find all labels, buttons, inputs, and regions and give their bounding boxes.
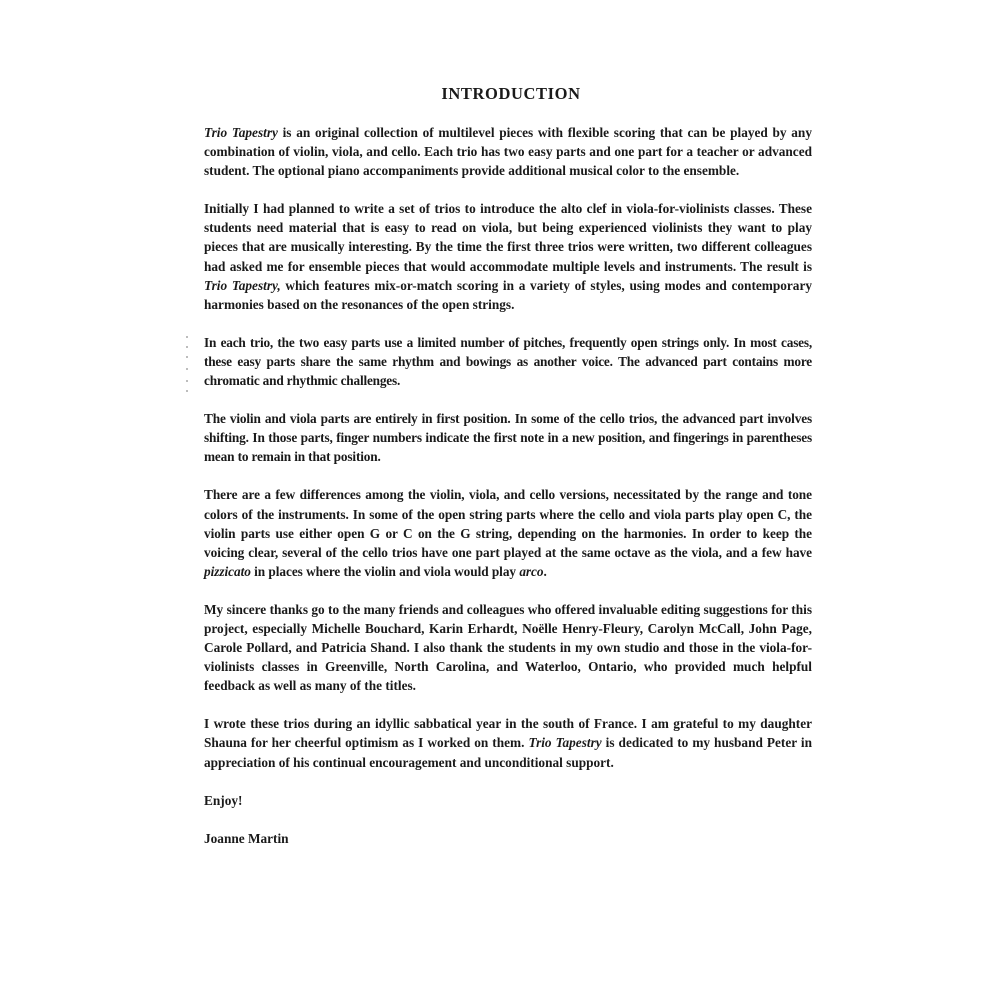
paragraph-differences [204,485,812,580]
paragraph-origin [204,199,812,314]
italic-title: Trio Tapestry, [204,277,281,293]
paragraph-text: There are a few differences among the violin, viola, and cello versions, necessitated by the range and tone colors of the instruments. In some of the open string parts where the cello and viola parts play open C, the violin parts use either open G or C on the G string, depending on the harmonies. In order to keep the voicing clear, several of the cello trios have one part played at the same octave as the viola, and a few have [204,487,812,560]
closing-line: Enjoy! [204,792,243,808]
paragraph-text: which features mix-or-match scoring in a variety of styles, using modes and contemporary harmonies based on the resonances of the open strings. [204,277,812,312]
author-signature: Joanne Martin [204,830,289,846]
paragraph-easy-parts: In each trio, the two easy parts use a limited number of pitches, frequently open strings only. In most cases, these easy parts share the same rhythm and bowings as another voice. The advanced part contains more chromatic and rhythmic challenges. [204,334,812,389]
paragraph-overview [204,123,812,180]
italic-title: Trio Tapestry [528,735,602,751]
paragraph-dedication [204,714,812,771]
paragraph-thanks: My sincere thanks go to the many friends and colleagues who offered invaluable editing suggestions for this project, especially Michelle Bouchard, Karin Erhardt, Noëlle Henry-Fleury, Carolyn McCall, John Page, Carole Pollard, and Patricia Shand. I also thank the students in my own studio and those in the viola-for-violinists classes in Greenville, North Carolina, and Waterloo, Ontario, who provided much helpful feedback as well as many of the titles. [204,601,812,694]
italic-term: arco [519,563,544,579]
italic-term: pizzicato [204,563,251,579]
paragraph-text: I wrote these trios during an idyllic sabbatical year in the south of France. I am grateful to my daughter Shauna for her cheerful optimism as I worked on them. [204,716,812,751]
paragraph-text: is dedicated to my husband Peter in appreciation of his continual encouragement and unconditional support. [204,735,812,770]
paragraph-positions: The violin and viola parts are entirely in first position. In some of the cello trios, the advanced part involves shifting. In those parts, finger numbers indicate the first note in a new position, and fingerings in parentheses mean to remain in that position. [204,411,812,465]
italic-title: Trio Tapestry [204,125,278,140]
page-title: INTRODUCTION [441,84,581,103]
paragraph-text: is an original collection of multilevel pieces with flexible scoring that can be played by any combination of violin, viola, and cello. Each trio has two easy parts and one part for a teacher or advanced student. The optional piano accompaniments provide additional musical color to the ensemble. [204,125,812,179]
paragraph-text: . [543,563,547,579]
paragraph-text: Initially I had planned to write a set of trios to introduce the alto clef in viola-for-violinists classes. These students need material that is easy to read on viola, but being experienced violinists they want to play pieces that are musically interesting. By the time the first three trios were written, two different colleagues had asked me for ensemble pieces that would accommodate multiple levels and instruments. The result is [204,201,812,274]
paragraph-text: in places where the violin and viola would play [250,563,520,579]
margin-marks [186,336,189,396]
introduction-text [204,84,812,848]
